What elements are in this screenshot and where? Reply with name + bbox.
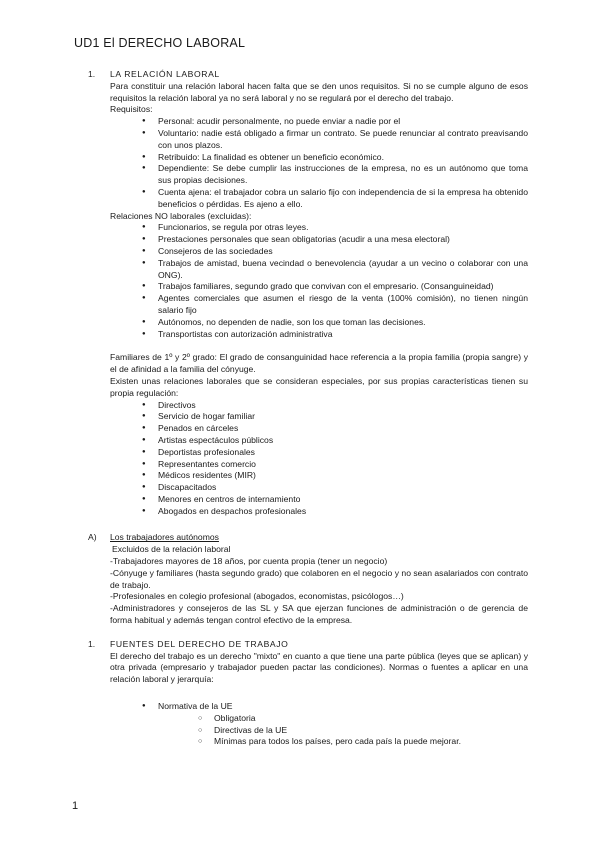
autonomos-line: -Administradores y consejeros de las SL y SA que ejerzan funciones de administración o de gerencia de forma habitual y además tengan control efectivo de la empresa. (110, 603, 528, 626)
section-title: LA RELACIÓN LABORAL (110, 69, 220, 79)
especiales-list (88, 400, 528, 518)
section-number: 1. (88, 638, 96, 649)
list-item: ● Voluntario: nadie está obligado a firmar un contrato. Se puede renunciar al contrato preavisando con unos plazos. (142, 128, 528, 152)
section-number: 1. (88, 69, 96, 79)
list-item: ● Médicos residentes (MIR) (142, 470, 528, 482)
sub-list (158, 713, 528, 748)
section-heading (88, 639, 528, 651)
list-item: ● Discapacitados (142, 482, 528, 494)
list-item: ● Personal: acudir personalmente, no puede enviar a nadie por el (142, 116, 528, 128)
document-header: UD1 El DERECHO LABORAL (74, 36, 246, 50)
list-item: ● Servicio de hogar familiar (142, 411, 528, 423)
list-item: ● Autónomos, no dependen de nadie, son los que toman las decisiones. (142, 317, 528, 329)
section-heading (88, 69, 528, 81)
list-item: ● Cuenta ajena: el trabajador cobra un salario fijo con independencia de si la empresa ha obtenido beneficios o pérdidas. Es ajeno a ello. (142, 187, 528, 211)
section-intro: El derecho del trabajo es un derecho "mixto" en cuanto a que tiene una parte pública (leyes que se aplican) y otra privada (empresario y trabajador pueden pactar las condiciones). Normas o fuentes a aplicar en una relación laboral y jerarquía: (110, 650, 528, 685)
subsection-letter: A) (88, 532, 97, 543)
section-intro: Para constituir una relación laboral hacen falta que se den unos requisitos. Si no se cumple alguno de esos requisitos la relación laboral ya no será laboral y no se regulará por el derecho del trabajo. (110, 80, 528, 103)
list-item: ● Transportistas con autorización administrativa (142, 329, 528, 341)
requisitos-list (88, 116, 528, 210)
list-item: ● Dependiente: Se debe cumplir las instrucciones de la empresa, no es un autónomo que toma sus propias decisiones. (142, 163, 528, 187)
excluidas-label: Relaciones NO laborales (excluidas): (110, 210, 252, 221)
list-item: ● Representantes comercio (142, 459, 528, 471)
section-title: FUENTES DEL DERECHO DE TRABAJO (110, 638, 289, 649)
list-item: ● Penados en cárceles (142, 423, 528, 435)
list-item: ● Menores en centros de internamiento (142, 494, 528, 506)
list-item-label: Normativa de la UE (158, 701, 233, 712)
list-item: ● Trabajos familiares, segundo grado que convivan con el empresario. (Consanguineidad) (142, 281, 528, 293)
list-item: ● Directivos (142, 400, 528, 412)
list-item: ● Retribuido: La finalidad es obtener un beneficio económico. (142, 152, 528, 164)
page-number: 1 (72, 800, 79, 812)
list-item: ● Agentes comerciales que asumen el riesgo de la venta (100% comisión), no tienen ningún salario fijo (142, 293, 528, 317)
familiares-paragraph: Familiares de 1º y 2º grado: El grado de consanguinidad hace referencia a la propia familia (propia sangre) y el de afinidad a la familia del cónyuge. (110, 352, 528, 375)
sub-list-item: ○ Obligatoria (198, 713, 528, 725)
list-item: ● Abogados en despachos profesionales (142, 506, 528, 518)
list-item: ● Deportistas profesionales (142, 447, 528, 459)
subsection-subtitle: Excluidos de la relación laboral (112, 544, 231, 555)
especiales-intro: Existen unas relaciones laborales que se consideran especiales, por sus propias características tienen su propia regulación: (110, 375, 528, 398)
list-item: ● Trabajos de amistad, buena vecindad o benevolencia (ayudar a un vecino o colaborar con una ONG). (142, 258, 528, 282)
excluidas-list (88, 222, 528, 340)
autonomos-line: -Profesionales en colegio profesional (abogados, economistas, psicólogos…) (110, 591, 404, 602)
subsection-title: Los trabajadores autónomos (110, 532, 219, 543)
list-item: ● Prestaciones personales que sean obligatorias (acudir a una mesa electoral) (142, 234, 528, 246)
autonomos-line: -Cónyuge y familiares (hasta segundo grado) que colaboren en el negocio y no sean asalariados con contrato de trabajo. (110, 567, 529, 590)
subsection-heading (88, 532, 528, 544)
list-item: ● Consejeros de las sociedades (142, 246, 528, 258)
sub-list-item: ○ Mínimas para todos los países, pero cada país la puede mejorar. (198, 736, 528, 748)
list-item: ● Artistas espectáculos públicos (142, 435, 528, 447)
list-item: ● Funcionarios, se regula por otras leyes. (142, 222, 528, 234)
sub-list-item: ○ Directivas de la UE (198, 725, 528, 737)
requisitos-label: Requisitos: (110, 104, 153, 115)
document-body (88, 69, 528, 748)
fuentes-list (88, 701, 528, 748)
autonomos-line: -Trabajadores mayores de 18 años, por cuenta propia (tener un negocio) (110, 556, 388, 567)
list-item (142, 701, 528, 748)
